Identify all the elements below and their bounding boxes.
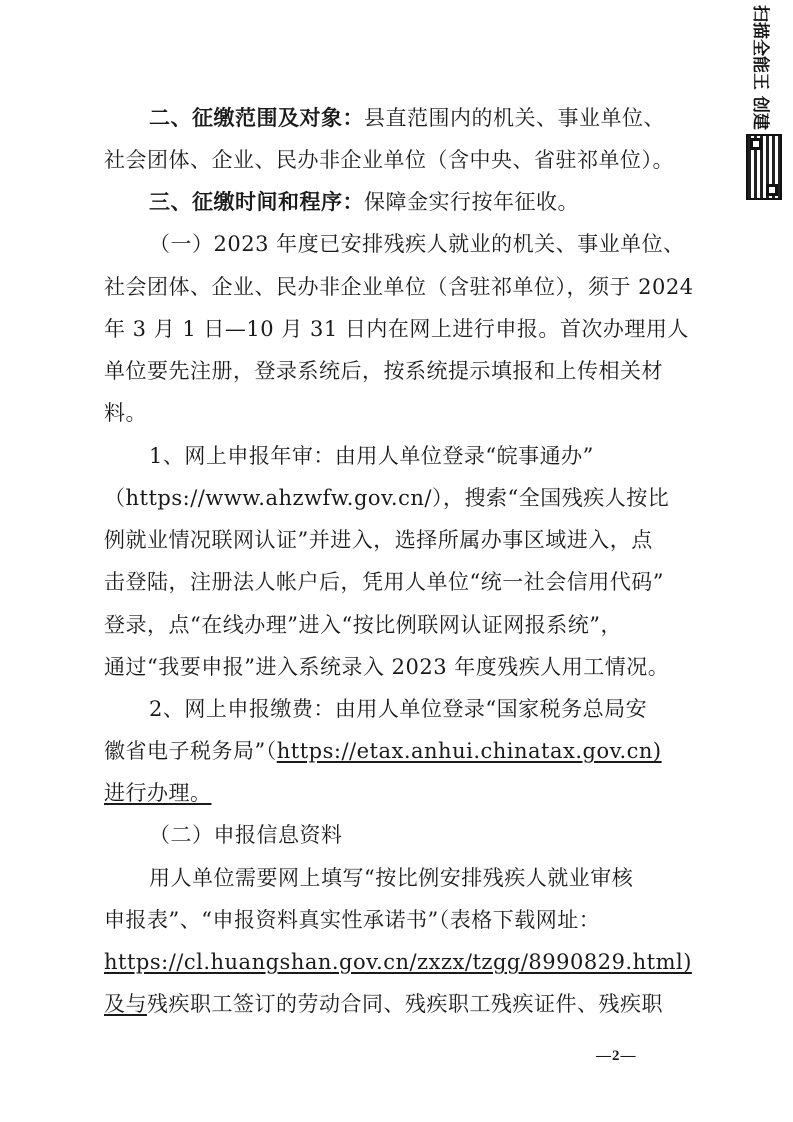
paragraph-1-line-1: （一）2023 年度已安排残疾人就业的机关、事业单位、 [149, 232, 685, 256]
paragraph-2-line-4 [104, 992, 663, 1016]
section-2-line-1 [149, 106, 665, 130]
section-3-text: 保障金实行按年征收。 [364, 190, 579, 214]
item-1-line-3: 例就业情况联网认证”并进入，选择所属办事区域进入，点 [104, 528, 653, 552]
item-1-line-5: 登录，点“在线办理”进入“按比例联网认证网报系统”， [104, 613, 622, 637]
download-link[interactable]: https://cl.huangshan.gov.cn/zxzx/tzgg/8990829.html) [104, 950, 692, 974]
paragraph-2-line-4-text: 残疾职工签订的劳动合同、残疾职工残疾证件、残疾职 [147, 992, 663, 1016]
item-1-line-4: 击登陆，注册法人帐户后，凭用人单位“统一社会信用代码” [104, 570, 664, 594]
paragraph-2-heading: （二）申报信息资料 [149, 823, 343, 847]
paragraph-2-line-1: 用人单位需要网上填写“按比例安排残疾人就业审核 [149, 866, 634, 890]
qr-code-icon [746, 134, 782, 200]
section-2-heading: 二、征缴范围及对象： [149, 105, 364, 130]
section-3-heading: 三、征缴时间和程序： [149, 189, 364, 214]
section-2-line-2: 社会团体、企业、民办非企业单位（含中央、省驻祁单位）。 [104, 148, 674, 172]
item-1-line-2: （https://www.ahzwfw.gov.cn/），搜索“全国残疾人按比 [104, 486, 670, 510]
watermark-text: 扫描全能王 创建 [749, 4, 770, 130]
item-2-line-1: 2、网上申报缴费：由用人单位登录“国家税务总局安 [149, 697, 648, 721]
item-2-line-2 [104, 739, 662, 763]
page-number: —2— [596, 1048, 637, 1064]
item-2-line-3: 进行办理。 [104, 781, 212, 805]
etax-link[interactable]: https://etax.anhui.chinatax.gov.cn) [276, 739, 662, 763]
paragraph-1-line-5: 料。 [104, 401, 147, 425]
item-1-line-1: 1、网上申报年审：由用人单位登录“皖事通办” [149, 444, 594, 468]
paragraph-2-line-4-underlined: 及与 [104, 992, 147, 1016]
section-2-text: 县直范围内的机关、事业单位、 [364, 106, 665, 130]
scanner-watermark [739, 2, 785, 132]
paragraph-2-line-2: 申报表”、“申报资料真实性承诺书”（表格下载网址： [104, 908, 601, 932]
paragraph-1-line-4: 单位要先注册，登录系统后，按系统提示填报和上传相关材 [104, 359, 663, 383]
paragraph-1-line-2: 社会团体、企业、民办非企业单位（含驻祁单位），须于 2024 [104, 275, 694, 299]
section-3-line [149, 190, 579, 214]
paragraph-1-line-3: 年 3 月 1 日—10 月 31 日内在网上进行申报。首次办理用人 [104, 317, 689, 341]
item-2-line-2-text: 徽省电子税务局”（ [104, 739, 277, 763]
item-1-line-6: 通过“我要申报”进入系统录入 2023 年度残疾人用工情况。 [104, 655, 670, 679]
